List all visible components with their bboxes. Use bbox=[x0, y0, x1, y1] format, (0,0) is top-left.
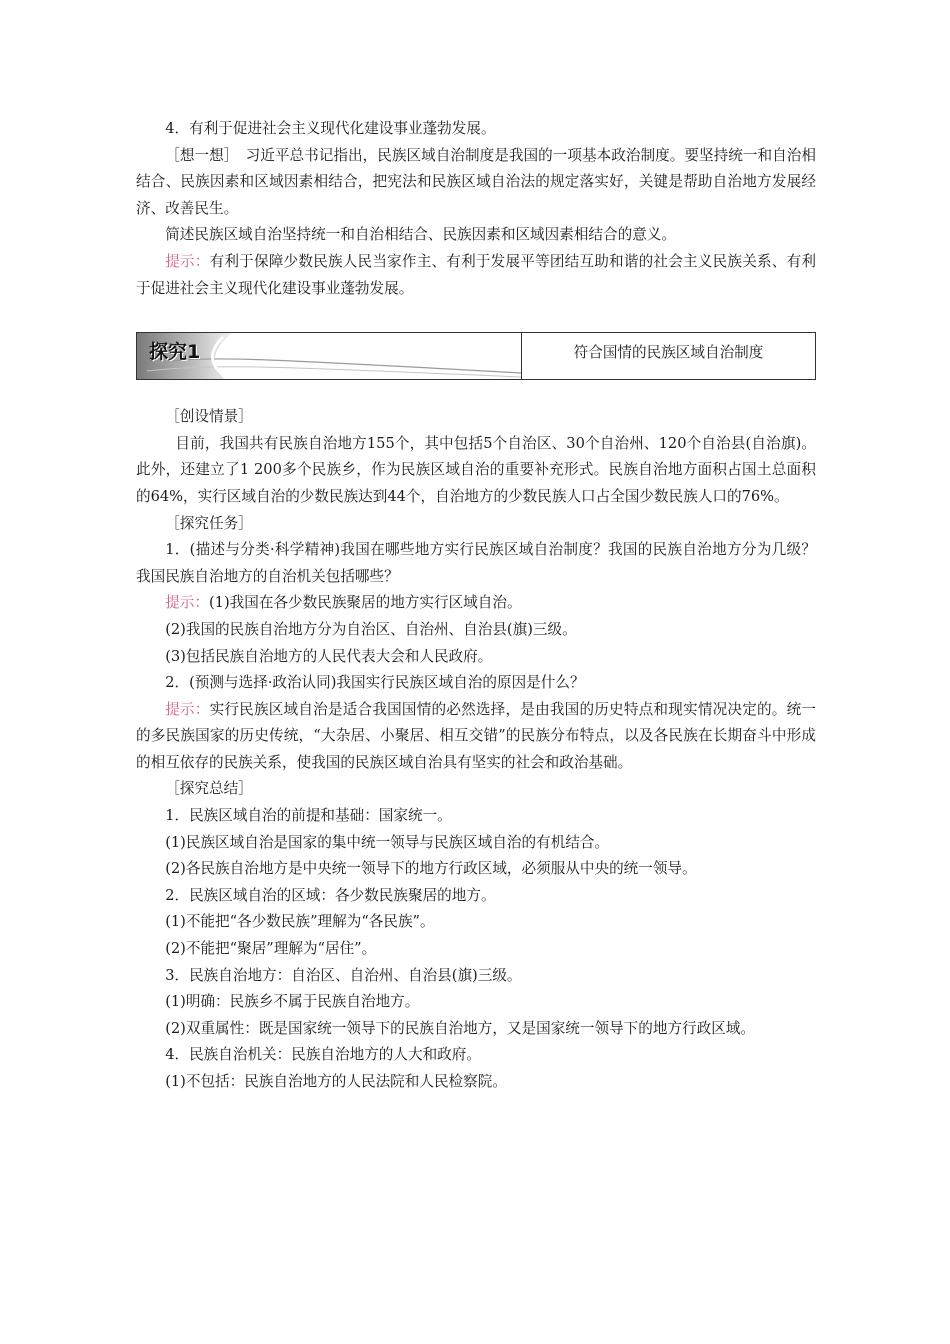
hint-label: 提示： bbox=[165, 594, 209, 612]
think-hint bbox=[136, 249, 816, 302]
summary-item-1-1: (1)民族区域自治是国家的集中统一领导与民族区域自治的有机结合。 bbox=[165, 833, 610, 851]
summary-item-4: 4．民族自治机关：民族自治地方的人大和政府。 bbox=[165, 1046, 481, 1064]
task-answer-1-3: (3)包括民族自治地方的人民代表大会和人民政府。 bbox=[165, 647, 493, 665]
section-banner bbox=[136, 332, 816, 380]
scenario-text: 目前，我国共有民族自治地方155个，其中包括5个自治区、30个自治州、120个自治县(自治旗)。此外，还建立了1 200多个民族乡，作为民族区域自治的重要补充形式。民族自治地方面积占国土总面积的64%，实行区域自治的少数民族达到44个，自治地方的少数民族人口占全国少数民族人口的76%。 bbox=[136, 434, 816, 505]
think-paragraph: ［想一想］ 习近平总书记指出，民族区域自治制度是我国的一项基本政治制度。要坚持统一和自治相结合、民族因素和区域因素相结合，把宪法和民族区域自治法的规定落实好，关键是帮助自治地方发展经济、改善民生。 bbox=[136, 146, 816, 217]
banner-label-cell bbox=[137, 333, 522, 379]
task-question-1: 1．(描述与分类·科学精神)我国在哪些地方实行民族区域自治制度？我国的民族自治地方分为几级？我国民族自治地方的自治机关包括哪些？ bbox=[136, 541, 816, 585]
banner-title: 符合国情的民族区域自治制度 bbox=[573, 344, 764, 362]
summary-item-1: 1．民族区域自治的前提和基础：国家统一。 bbox=[165, 807, 452, 825]
summary-item-3: 3．民族自治地方：自治区、自治州、自治县(旗)三级。 bbox=[165, 966, 522, 984]
banner-label: 探究1 bbox=[149, 341, 201, 364]
summary-heading: ［探究总结］ bbox=[165, 780, 253, 798]
summary-item-4-1: (1)不包括：民族自治地方的人民法院和人民检察院。 bbox=[165, 1073, 507, 1090]
scenario-heading: ［创设情景］ bbox=[165, 408, 253, 426]
hint-text: 有利于保障少数民族人民当家作主、有利于发展平等团结互助和谐的社会主义民族关系、有利于促进社会主义现代化建设事业蓬勃发展。 bbox=[136, 252, 816, 297]
summary-item-1-2: (2)各民族自治地方是中央统一领导下的地方行政区域，必须服从中央的统一领导。 bbox=[165, 860, 697, 878]
hint-label: 提示： bbox=[165, 252, 210, 270]
banner-title-cell bbox=[522, 333, 815, 379]
point-4: 4．有利于促进社会主义现代化建设事业蓬勃发展。 bbox=[165, 120, 496, 137]
tasks-heading: ［探究任务］ bbox=[165, 514, 253, 532]
summary-item-3-1: (1)明确：民族乡不属于民族自治地方。 bbox=[165, 993, 420, 1011]
task-question-2: 2．(预测与选择·政治认同)我国实行民族区域自治的原因是什么？ bbox=[165, 674, 585, 692]
document-body bbox=[136, 116, 816, 1096]
hint-label: 提示： bbox=[165, 700, 210, 718]
summary-item-2-1: (1)不能把“各少数民族”理解为“各民族”。 bbox=[165, 913, 435, 931]
task-answer-1-2: (2)我国的民族自治地方分为自治区、自治州、自治县(旗)三级。 bbox=[165, 620, 577, 638]
summary-item-2: 2．民族区域自治的区域：各少数民族聚居的地方。 bbox=[165, 886, 496, 904]
task-answer-1-1: 提示：(1)我国在各少数民族聚居的地方实行区域自治。 bbox=[165, 594, 522, 612]
summary-item-3-2: (2)双重属性：既是国家统一领导下的民族自治地方，又是国家统一领导下的地方行政区域。 bbox=[165, 1019, 756, 1037]
think-question: 简述民族区域自治坚持统一和自治相结合、民族因素和区域因素相结合的意义。 bbox=[165, 226, 676, 244]
summary-item-2-2: (2)不能把“聚居”理解为“居住”。 bbox=[165, 940, 377, 958]
task-answer-2: 提示：实行民族区域自治是适合我国国情的必然选择，是由我国的历史特点和现实情况决定的。统一的多民族国家的历史传统，“大杂居、小聚居、相互交错”的民族分布特点，以及各民族在长期奋斗中形成的相互依存的民族关系，使我国的民族区域自治具有坚实的社会和政治基础。 bbox=[136, 700, 816, 771]
